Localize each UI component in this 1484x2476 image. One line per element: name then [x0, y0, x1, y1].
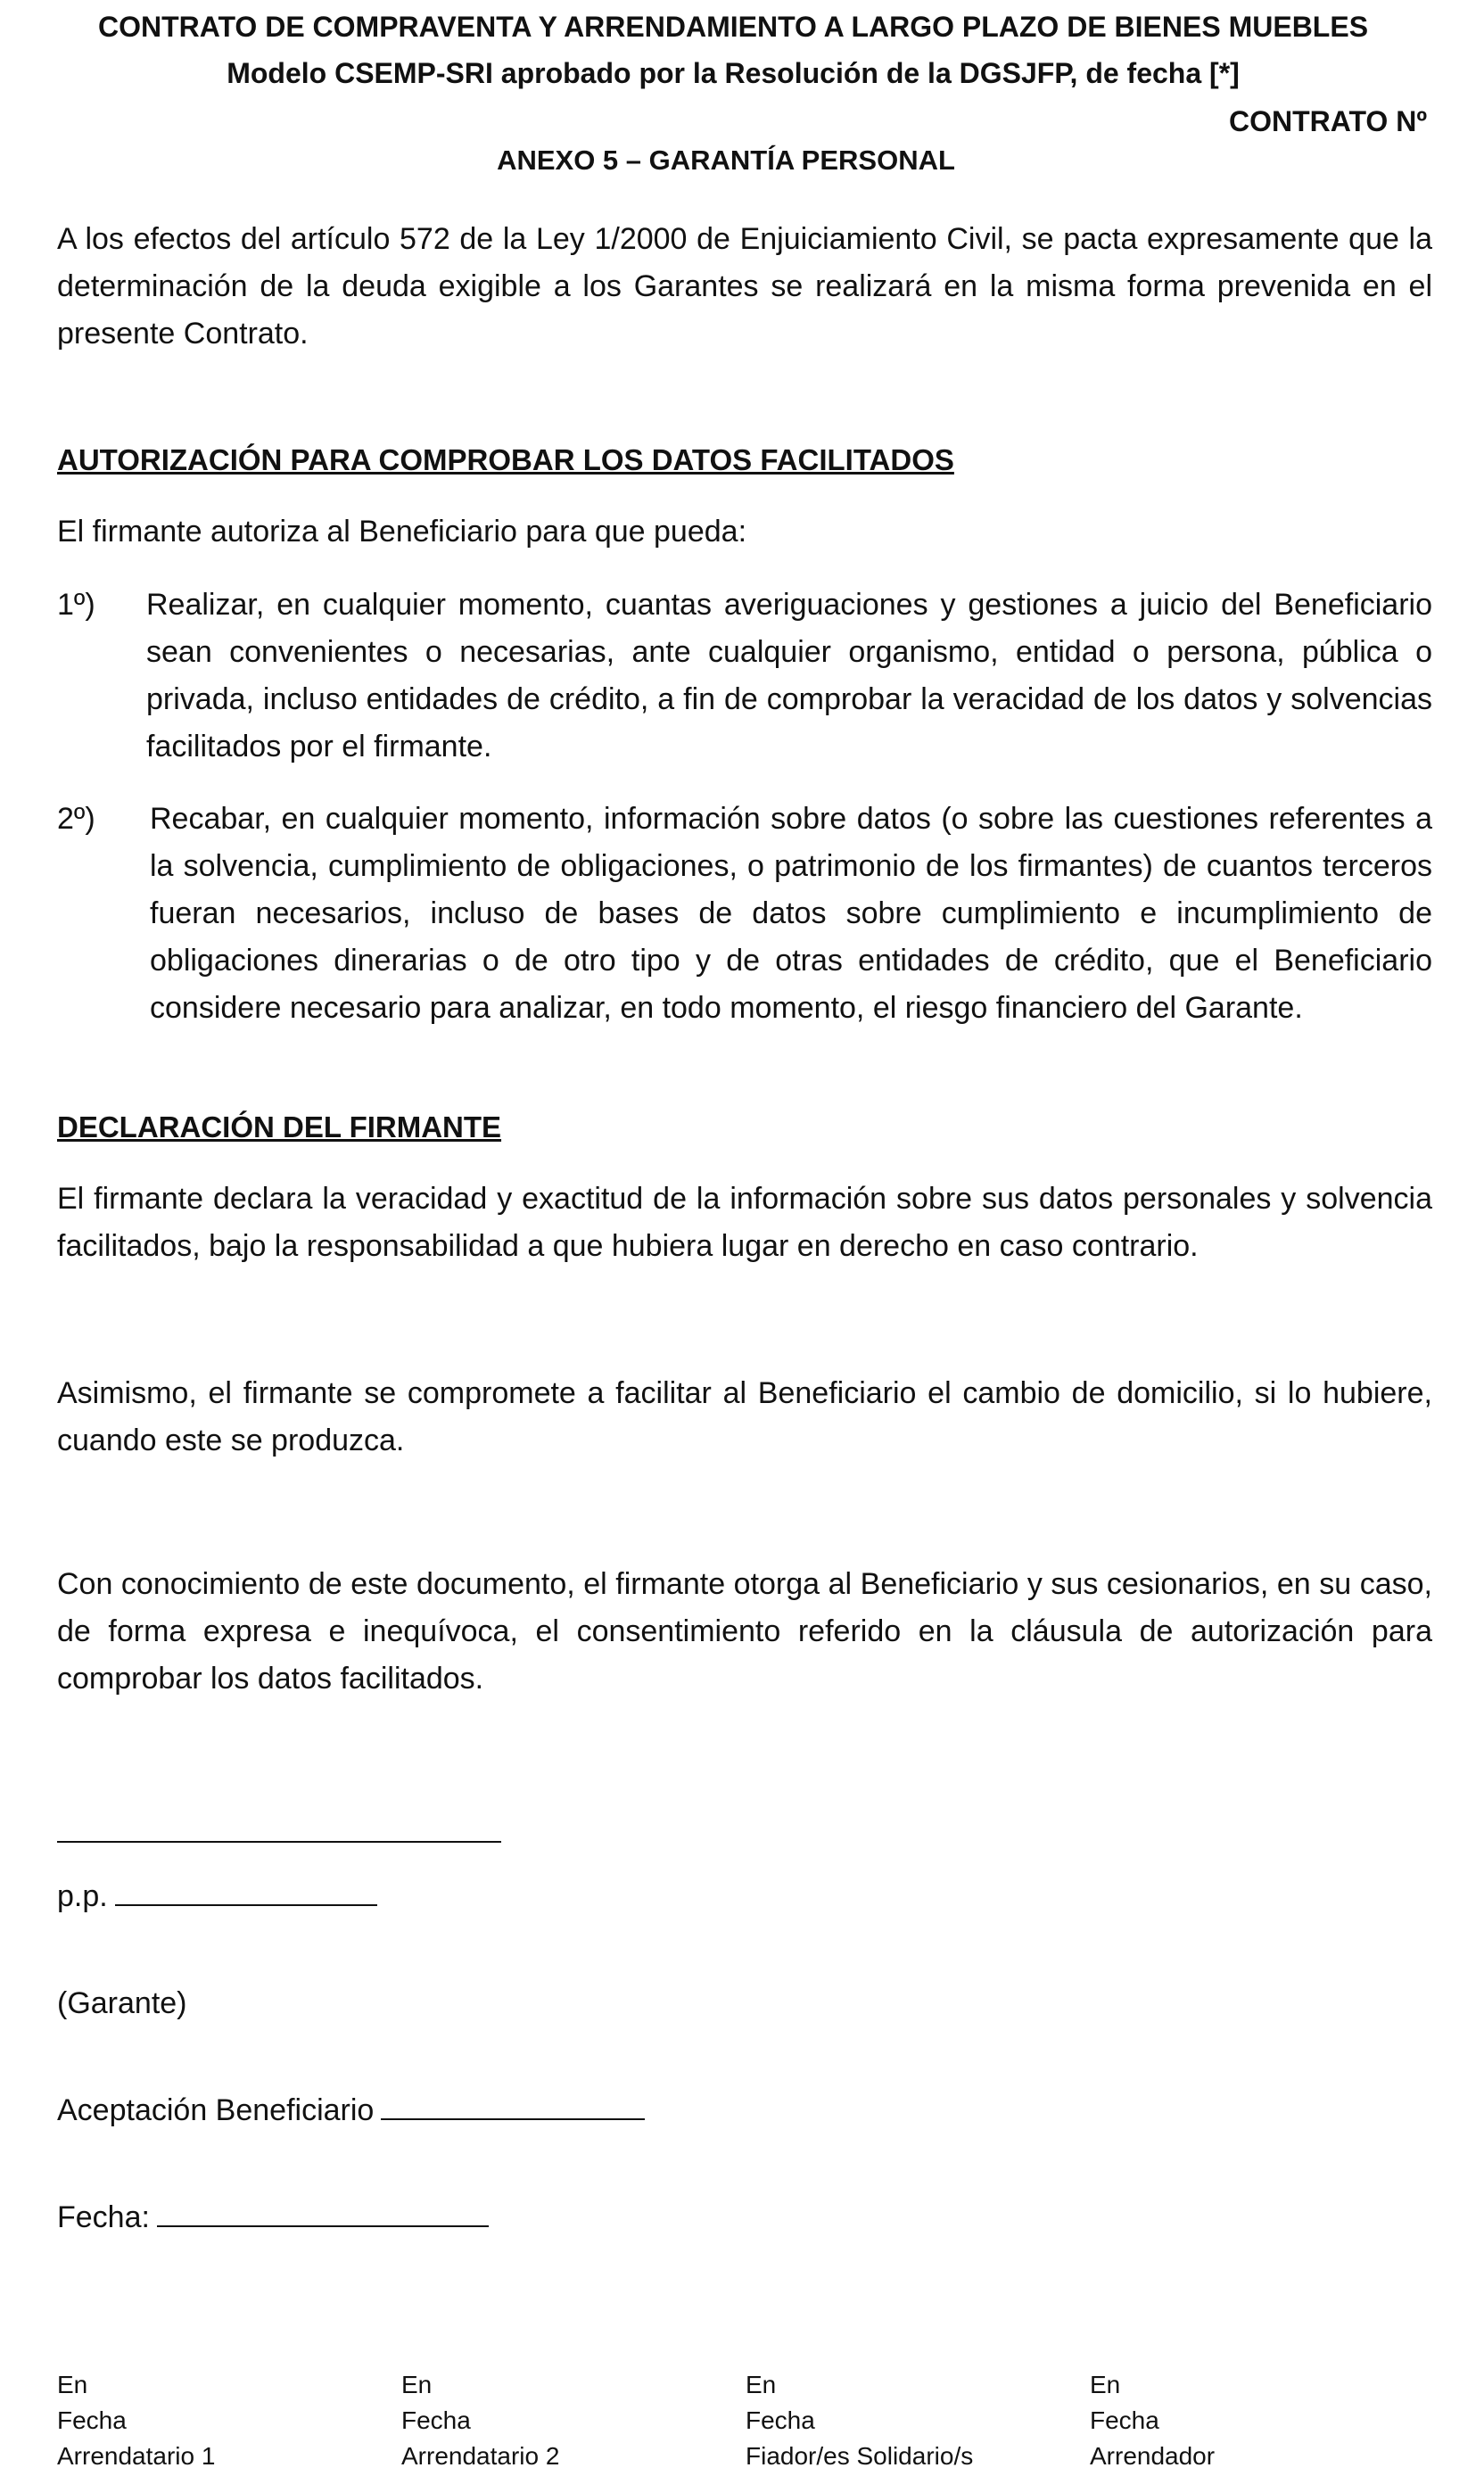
pp-label: p.p.	[57, 1879, 108, 1913]
item-text: Recabar, en cualquier momento, información sobre datos (o sobre las cuestiones referentes a la solvencia, cumplimiento de obligaciones, o patrimonio de los firmantes) de cuantos terceros fueran necesarios, incluso de bases de datos sobre cumplimiento e incumplimiento de obligaciones dinerarias o de otro tipo y de otras entidades de crédito, que el Beneficiario considere necesario para analizar, en todo momento, el riesgo financiero del Garante.	[150, 802, 1432, 1025]
footer-party: Arrendador	[1090, 2442, 1216, 2470]
pp-blank-line	[115, 1878, 377, 1906]
item-number: 1º)	[57, 588, 95, 622]
model-line: Modelo CSEMP-SRI aprobado por la Resolución de la DGSJFP, de fecha [*]	[227, 57, 1240, 89]
signature-line	[57, 1814, 501, 1843]
footer-place: En	[1090, 2371, 1121, 2398]
footer-place: En	[746, 2371, 777, 2398]
footer-date: Fecha	[1090, 2406, 1159, 2434]
footer-party: Arrendatario 2	[401, 2442, 560, 2470]
footer-party: Fiador/es Solidario/s	[746, 2442, 974, 2470]
declaration-title: DECLARACIÓN DEL FIRMANTE	[57, 1110, 502, 1143]
footer-place: En	[57, 2371, 88, 2398]
footer-date: Fecha	[746, 2406, 815, 2434]
item-number: 2º)	[57, 802, 95, 836]
guarantor-role: (Garante)	[57, 1986, 187, 2020]
footer-column	[1090, 2367, 1215, 2474]
footer-column	[746, 2367, 973, 2474]
date-blank-line	[157, 2199, 489, 2227]
authorization-lead: El firmante autoriza al Beneficiario para que pueda:	[57, 515, 747, 549]
declaration-paragraph: Con conocimiento de este documento, el firmante otorga al Beneficiario y sus cesionarios, en su caso, de forma expresa e inequívoca, el consentimiento referido en la cláusula de autorización para comprobar los datos facilitados.	[57, 1567, 1432, 1696]
declaration-paragraph: Asimismo, el firmante se compromete a facilitar al Beneficiario el cambio de domicilio, si lo hubiere, cuando este se produzca.	[57, 1376, 1432, 1457]
footer-date: Fecha	[401, 2406, 471, 2434]
footer-place: En	[401, 2371, 433, 2398]
authorization-title: AUTORIZACIÓN PARA COMPROBAR LOS DATOS FACILITADOS	[57, 443, 954, 476]
intro-paragraph: A los efectos del artículo 572 de la Ley 1/2000 de Enjuiciamiento Civil, se pacta expresamente que la determinación de la deuda exigible a los Garantes se realizará en la misma forma prevenida en el presente Contrato.	[57, 222, 1432, 351]
contract-title: CONTRATO DE COMPRAVENTA Y ARRENDAMIENTO A LARGO PLAZO DE BIENES MUEBLES	[97, 11, 1369, 43]
declaration-paragraph: El firmante declara la veracidad y exactitud de la información sobre sus datos personales y solvencia facilitados, bajo la responsabilidad a que hubiera lugar en derecho en caso contrario.	[57, 1182, 1432, 1263]
pp-row	[57, 1877, 377, 1916]
footer-column	[401, 2367, 559, 2474]
annex-title: ANEXO 5 – GARANTÍA PERSONAL	[497, 144, 955, 176]
footer-party: Arrendatario 1	[57, 2442, 216, 2470]
acceptance-blank-line	[381, 2092, 645, 2120]
footer-date: Fecha	[57, 2406, 127, 2434]
footer-column	[57, 2367, 215, 2474]
contract-number: CONTRATO Nº	[1228, 105, 1427, 137]
acceptance-row	[57, 2091, 645, 2130]
date-row	[57, 2198, 489, 2237]
item-text: Realizar, en cualquier momento, cuantas averiguaciones y gestiones a juicio del Beneficiario sean convenientes o necesarias, ante cualquier organismo, entidad o persona, pública o privada, incluso entidades de crédito, a fin de comprobar la veracidad de los datos y solvencias facilitados por el firmante.	[146, 588, 1432, 763]
acceptance-label: Aceptación Beneficiario	[57, 2093, 375, 2127]
date-label: Fecha:	[57, 2200, 150, 2234]
